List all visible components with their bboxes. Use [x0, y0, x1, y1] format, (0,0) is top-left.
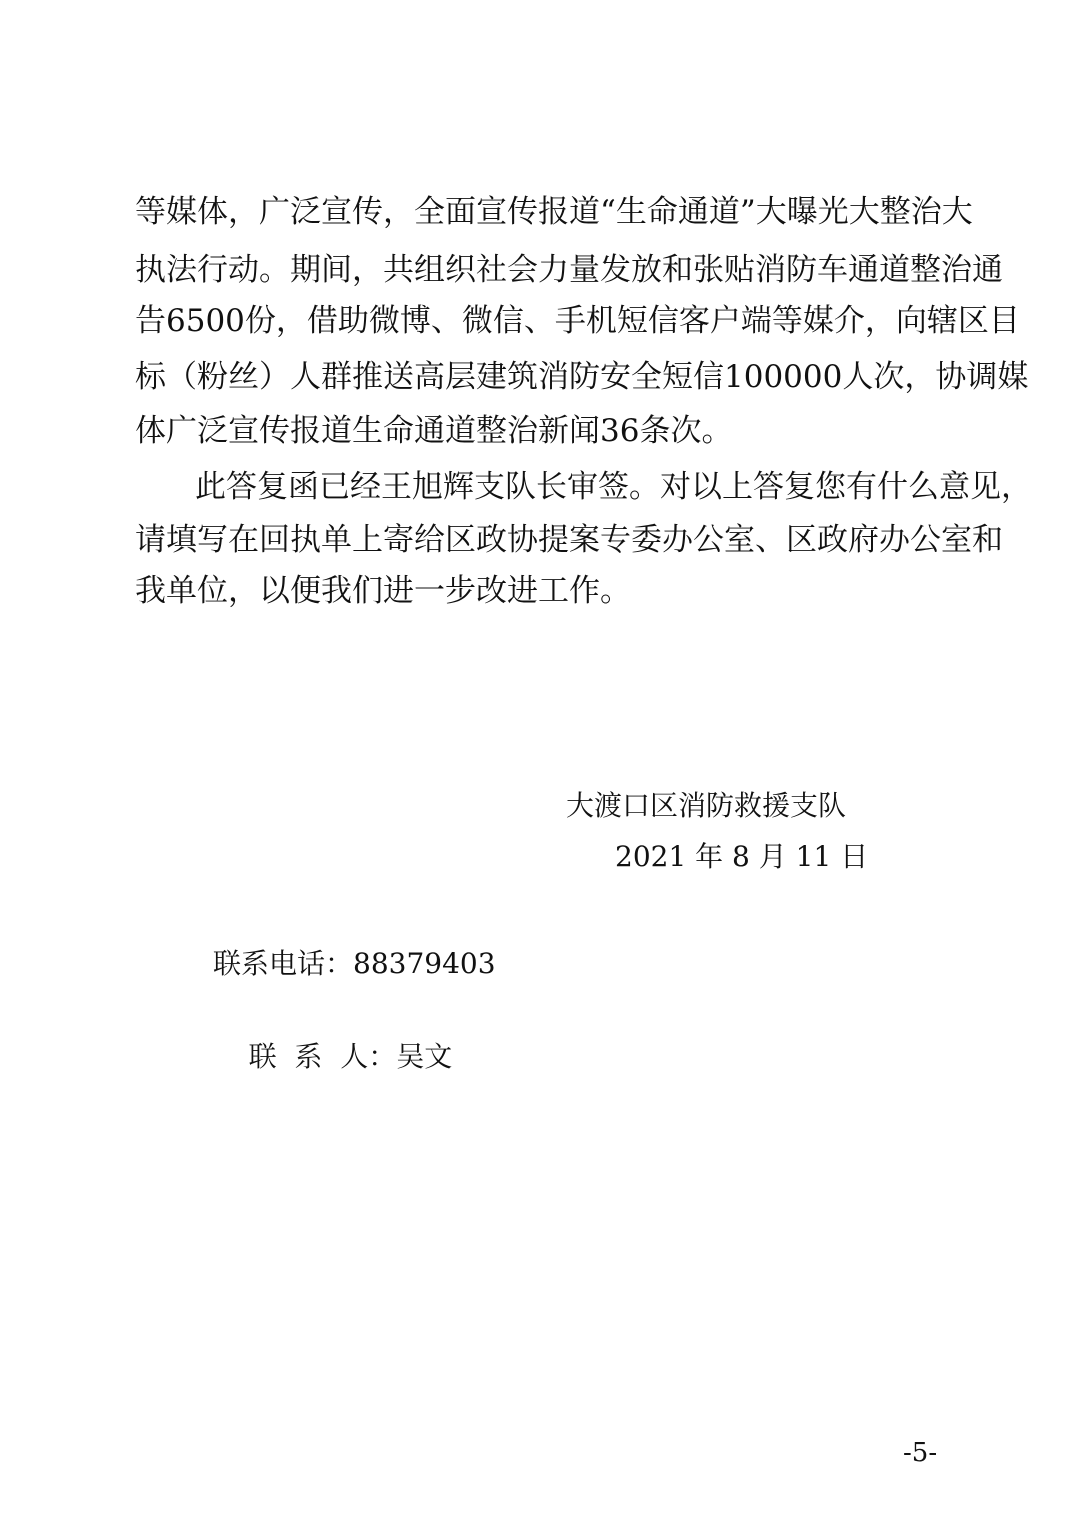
paragraph-line: 执法行动。期间，共组织社会力量发放和张贴消防车通道整治通 [135, 252, 1003, 288]
page-number: -5- [903, 1438, 938, 1468]
paragraph-line: 等媒体，广泛宣传，全面宣传报道“生命通道”大曝光大整治大 [135, 194, 973, 230]
paragraph-line: 告6500份，借助微博、微信、手机短信客户端等媒介，向辖区目 [135, 303, 1020, 339]
signature-organization: 大渡口区消防救援支队 [566, 789, 847, 822]
contact-phone [213, 944, 496, 984]
paragraph-line: 请填写在回执单上寄给区政协提案专委办公室、区政府办公室和 [135, 522, 1003, 558]
paragraph-line: 标（粉丝）人群推送高层建筑消防安全短信100000人次，协调媒 [135, 359, 1029, 395]
paragraph-line: 此答复函已经王旭辉支队长审签。对以上答复您有什么意见， [195, 469, 1032, 505]
contact-phone-value: 88379403 [353, 947, 496, 980]
contact-person-label: 联 系 人： [248, 1040, 397, 1073]
contact-person [213, 997, 452, 1117]
paragraph-line: 体广泛宣传报道生命通道整治新闻36条次。 [135, 413, 733, 449]
contact-phone-label: 联系电话： [213, 947, 354, 980]
signature-date: 2021 年 8 月 11 日 [615, 840, 869, 873]
contact-person-value: 吴文 [396, 1040, 453, 1073]
paragraph-line: 我单位，以便我们进一步改进工作。 [135, 573, 631, 609]
